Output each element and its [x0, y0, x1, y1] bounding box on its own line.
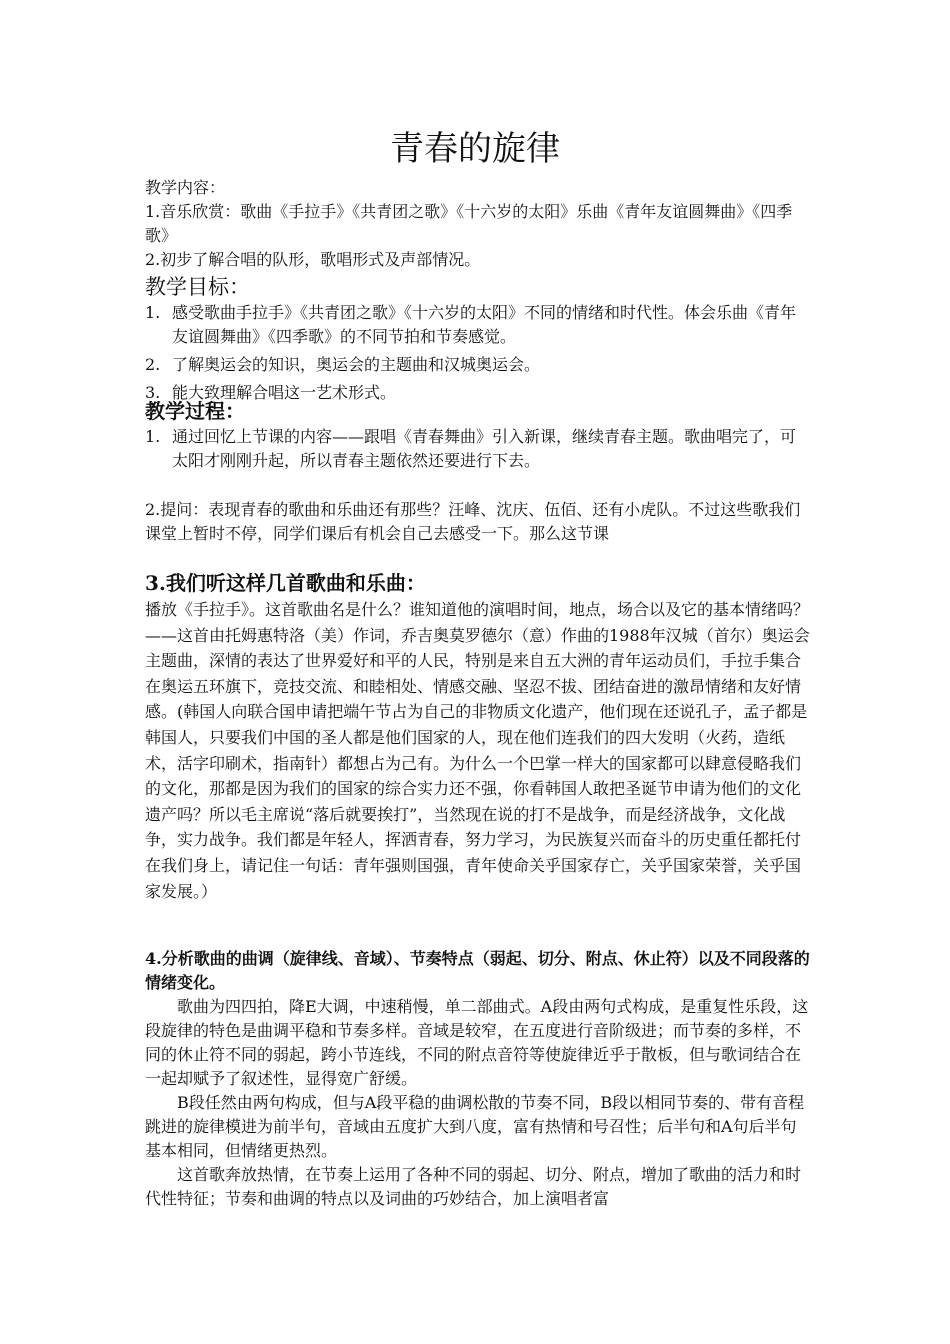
teaching-content-section — [145, 176, 810, 272]
goal-number: 2. — [145, 355, 161, 374]
teaching-goals-heading: 教学目标： — [145, 275, 250, 299]
process-step-item — [145, 425, 810, 473]
document-title: 青春的旋律 — [390, 129, 560, 169]
step-text: 通过回忆上节课的内容——跟唱《青春舞曲》引入新课，继续青春主题。歌曲唱完了，可太阳才刚刚升起，所以青春主题依然还要进行下去。 — [172, 427, 797, 470]
step-4-paragraph-3: 这首歌奔放热情，在节奏上运用了各种不同的弱起、切分、附点，增加了歌曲的活力和时代性特征；节奏和曲调的特点以及词曲的巧妙结合，加上演唱者富 — [145, 1165, 802, 1208]
step-4-heading: 4.分析歌曲的曲调（旋律线、音域）、节奏特点（弱起、切分、附点、休止符）以及不同段落的情绪变化。 — [145, 949, 810, 992]
step-3-text: 播放《手拉手》。这首歌曲名是什么？谁知道他的演唱时间，地点，场合以及它的基本情绪吗？——这首由托姆惠特洛（美）作词，乔吉奥莫罗德尔（意）作曲的1988年汉城（首尔）奥运会主题曲，深情的表达了世界爱好和平的人民，特别是来自五大洲的青年运动员们，手拉手集合在奥运五环旗下，竞技交流、和睦相处、情感交融、坚忍不拔、团结奋进的激昂情绪和友好情感。(韩国人向联合国申请把端午节占为自己的非物质文化遗产，他们现在还说孔子，孟子都是韩国人，只要我们中国的圣人都是他们国家的人，现在他们连我们的四大发明（火药，造纸术，活字印刷术，指南针）都想占为己有。为什么一个巴掌一样大的国家都可以肆意侵略我们的文化，那都是因为我们的国家的综合实力还不强，你看韩国人敢把圣诞节申请为他们的文化遗产吗？所以毛主席说“落后就要挨打”，当然现在说的打不是战争，而是经济战争，文化战争，实力战争。我们都是年轻人，挥洒青春，努力学习，为民族复兴而奋斗的历史重任都托付在我们身上，请记住一句话：青年强则国强，青年使命关乎国家存亡，关乎国家荣誉，关乎国家发展。） — [145, 600, 810, 901]
step-number: 1. — [145, 427, 161, 446]
goal-text: 感受歌曲手拉手》《共青团之歌》《十六岁的太阳》不同的情绪和时代性。体会乐曲《青年友谊圆舞曲》《四季歌》的不同节拍和节奏感觉。 — [172, 303, 797, 346]
process-step-2 — [145, 498, 810, 546]
step-4-paragraph-1: 歌曲为四四拍，降E大调，中速稍慢，单二部曲式。A段由两句式构成，是重复性乐段，这段旋律的特色是曲调平稳和节奏多样。音域是较窄，在五度进行音阶级进；而节奏的多样，不同的休止符不同的弱起，跨小节连线，不同的附点音符等使旋律近乎于散板，但与歌词结合在一起却赋予了叙述性，显得宽广舒缓。 — [145, 997, 809, 1088]
teaching-content-item-2: 2.初步了解合唱的队形，歌唱形式及声部情况。 — [145, 250, 481, 269]
goal-text: 能大致理解合唱这一艺术形式。 — [172, 383, 397, 402]
goal-item — [145, 301, 810, 349]
goal-number: 1. — [145, 303, 161, 322]
goal-text: 了解奥运会的知识，奥运会的主题曲和汉城奥运会。 — [172, 355, 541, 374]
teaching-process-heading: 教学过程： — [145, 399, 245, 423]
step-3-heading: 3.我们听这样几首歌曲和乐曲： — [145, 571, 426, 595]
teaching-content-item-1: 1.音乐欣赏：歌曲《手拉手》《共青团之歌》《十六岁的太阳》乐曲《青年友谊圆舞曲》《四季歌》 — [145, 202, 793, 245]
goal-number: 3. — [145, 383, 161, 402]
teaching-process-section — [145, 397, 810, 477]
teaching-goals-list — [145, 301, 810, 405]
goal-item — [145, 353, 810, 377]
teaching-goals-section — [145, 273, 810, 409]
step-4-paragraph-2: B段任然由两句构成，但与A段平稳的曲调松散的节奏不同，B段以相同节奏的、带有音程跳进的旋律模进为前半句，音域由五度扩大到八度，富有热情和号召性；后半句和A句后半句基本相同，但情绪更热烈。 — [145, 1093, 805, 1160]
process-step-4 — [145, 947, 810, 1211]
teaching-content-heading: 教学内容： — [145, 178, 226, 197]
step-2-text: 2.提问：表现青春的歌曲和乐曲还有那些？汪峰、沈庆、伍佰、还有小虎队。不过这些歌我们课堂上暂时不停，同学们课后有机会自己去感受一下。那么这节课 — [145, 500, 801, 543]
process-step-3 — [145, 569, 810, 904]
process-step-1 — [145, 425, 810, 473]
